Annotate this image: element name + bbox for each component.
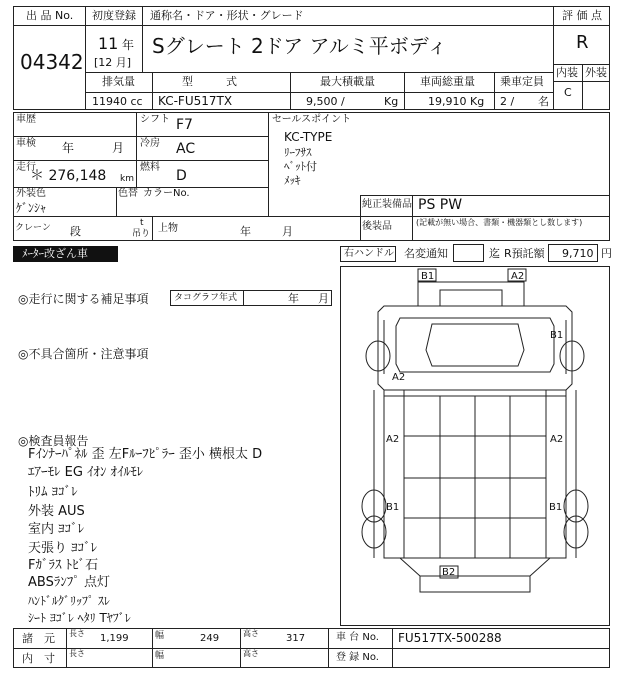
- diagram-label-a2-body-left: A2: [386, 434, 400, 445]
- upper-month: 月: [282, 225, 293, 238]
- genuine-label: 純正装備品: [362, 199, 412, 210]
- mileage-unit: km: [120, 174, 134, 184]
- upper-year: 年: [240, 225, 251, 238]
- name-change-label: 名変通知: [404, 247, 448, 260]
- tacho-month: 月: [318, 292, 329, 305]
- ext-color-label: 外装色: [16, 188, 46, 199]
- chassis-label: 車 台 No.: [336, 632, 379, 643]
- sales-point-4: ﾒｯｷ: [284, 174, 301, 187]
- vehicle-name-label: 通称名・ドア・形状・グレード: [150, 9, 304, 22]
- deadline-text: 迄: [489, 247, 500, 260]
- exterior-label: 外装: [585, 66, 607, 79]
- shift-value: F7: [176, 117, 193, 133]
- shift-label: シフト: [140, 114, 170, 125]
- fuel-value: D: [176, 168, 187, 184]
- history-label: 車歴: [16, 114, 36, 125]
- ac-value: AC: [176, 141, 196, 157]
- interior-value: C: [564, 86, 572, 99]
- meter-tampered-text: ﾒｰﾀｰ改ざん車: [22, 247, 88, 260]
- sales-point-3: ﾍﾞｯﾄ付: [284, 160, 317, 173]
- name-change-box: [453, 244, 484, 262]
- report-line-10: ｼｰﾄ ﾖｺﾞﾚ ﾍﾀﾘ Tﾔﾌﾞﾚ: [28, 611, 131, 625]
- handle-text: 右ハンドル: [344, 248, 394, 259]
- first-reg-month: [12 月]: [94, 56, 132, 69]
- diagram-label-b1-wheel-right: B1: [550, 330, 564, 341]
- max-load-value: 9,500 /: [306, 95, 345, 108]
- report-line-2: ｴｱｰﾓﾚ EG ｲｵﾝ ｵｲﾙﾓﾚ: [28, 465, 144, 480]
- first-reg-year-unit: 年: [122, 38, 135, 52]
- diagram-label-b2-rear: B2: [442, 567, 456, 578]
- crane-label: クレーン: [15, 223, 51, 233]
- recycle-value: 9,710: [562, 247, 594, 260]
- sales-points-label: セールスポイント: [272, 114, 352, 125]
- inspection-month: 月: [112, 141, 125, 155]
- footer-inner-height-label: 高さ: [243, 649, 259, 658]
- report-line-1: Fｲﾝﾅｰﾊﾟﾈﾙ 歪 左Fﾙｰﾌﾋﾟﾗｰ 歪小 横根太 D: [28, 447, 263, 462]
- max-load-unit: Kg: [384, 95, 399, 108]
- rating-label: 評 価 点: [562, 9, 602, 22]
- mileage-label: 走行: [16, 162, 36, 173]
- inspector-report-label: ◎検査員報告: [18, 434, 89, 448]
- capacity-value: 2 /: [500, 95, 515, 108]
- max-load-label: 最大積載量: [320, 75, 375, 88]
- gross-weight-value: 19,910 Kg: [428, 95, 485, 108]
- ac-label: 冷房: [140, 138, 160, 149]
- fuel-label: 燃料: [140, 162, 160, 173]
- aftermarket-label: 後装品: [362, 221, 392, 232]
- inspection-year: 年: [62, 141, 75, 155]
- diagram-label-a2-front-right: A2: [511, 271, 525, 282]
- registration-label: 登 録 No.: [336, 652, 379, 663]
- footer-specs-label: 諸 元: [22, 632, 55, 645]
- color-no-label: カラーNo.: [143, 188, 190, 199]
- footer-height-label: 高さ: [243, 629, 259, 638]
- crane-lift: 吊り: [132, 229, 151, 239]
- lot-no: 04342: [20, 50, 84, 74]
- diagram-label-a2-body-right: A2: [550, 434, 564, 445]
- footer-inner-width-label: 幅: [155, 651, 165, 661]
- displacement-value: 11940 cc: [92, 95, 143, 108]
- ext-color-value: ｹﾞﾝｼｬ: [16, 201, 47, 215]
- report-line-4: 外装 AUS: [28, 504, 85, 519]
- upper-label: 上物: [158, 223, 178, 234]
- diagram-label-a2-cab-left: A2: [392, 372, 406, 383]
- report-line-9: ﾊﾝﾄﾞﾙｸﾞﾘｯﾌﾟ ｽﾚ: [28, 594, 110, 608]
- color-change-label: 色替: [118, 188, 138, 199]
- footer-width-value: 249: [200, 633, 220, 644]
- inspection-label: 車検: [16, 138, 36, 149]
- vehicle-name: Sグレート 2ドア アルミ平ボディ: [152, 34, 448, 58]
- tacho-year: 年: [288, 292, 299, 305]
- tacho-label: タコグラフ年式: [174, 293, 238, 303]
- mileage-value: ＊ 276,148: [30, 168, 107, 184]
- footer-length-label: 長さ: [69, 629, 85, 638]
- capacity-label: 乗車定員: [500, 75, 544, 88]
- footer-height-value: 317: [286, 633, 306, 644]
- first-reg-label: 初度登録: [92, 9, 136, 22]
- diagram-label-b1-front-left: B1: [421, 271, 435, 282]
- lot-no-label: 出 品 No.: [26, 9, 74, 22]
- defects-label: ◎不具合箇所・注意事項: [18, 347, 149, 361]
- first-reg-year: 11: [98, 34, 119, 53]
- sales-point-1: KC-TYPE: [284, 130, 333, 144]
- crane-ton: t: [140, 218, 144, 228]
- interior-label: 内装: [556, 66, 578, 79]
- report-line-8: ABSﾗﾝﾌﾟ 点灯: [28, 575, 110, 590]
- gross-weight-label: 車両総重量: [420, 75, 475, 88]
- crane-stage: 段: [70, 225, 81, 238]
- truck-damage-diagram: [340, 266, 610, 626]
- recycle-unit: 円: [601, 247, 612, 260]
- report-line-6: 天張り ﾖｺﾞﾚ: [28, 541, 98, 556]
- diagram-label-b1-rear-left: B1: [386, 502, 400, 513]
- footer-inner-label: 内 寸: [22, 652, 55, 665]
- recycle-label: R預託額: [504, 247, 545, 260]
- report-line-5: 室内 ﾖｺﾞﾚ: [28, 522, 85, 537]
- aftermarket-note: (記載が無い場合、書類・機器類とし数します): [416, 218, 583, 227]
- footer-length-value: 1,199: [100, 633, 129, 644]
- diagram-label-b1-rear-right: B1: [549, 502, 563, 513]
- footer-inner-length-label: 長さ: [69, 649, 85, 658]
- model-value: KC-FU517TX: [158, 94, 233, 108]
- model-label: 型 式: [182, 75, 237, 88]
- footer-width-label: 幅: [155, 631, 165, 641]
- report-line-3: ﾄﾘﾑ ﾖｺﾞﾚ: [28, 485, 78, 500]
- sales-point-2: ﾘｰﾌｻｽ: [284, 146, 312, 159]
- capacity-unit: 名: [538, 95, 549, 108]
- chassis-value: FU517TX-500288: [398, 631, 502, 645]
- displacement-label: 排気量: [102, 75, 135, 88]
- genuine-value: PS PW: [418, 197, 463, 213]
- report-line-7: Fｶﾞﾗｽ ﾄﾋﾞ石: [28, 558, 99, 573]
- driving-notes-label: ◎走行に関する補足事項: [18, 292, 149, 306]
- rating-value: R: [576, 32, 589, 53]
